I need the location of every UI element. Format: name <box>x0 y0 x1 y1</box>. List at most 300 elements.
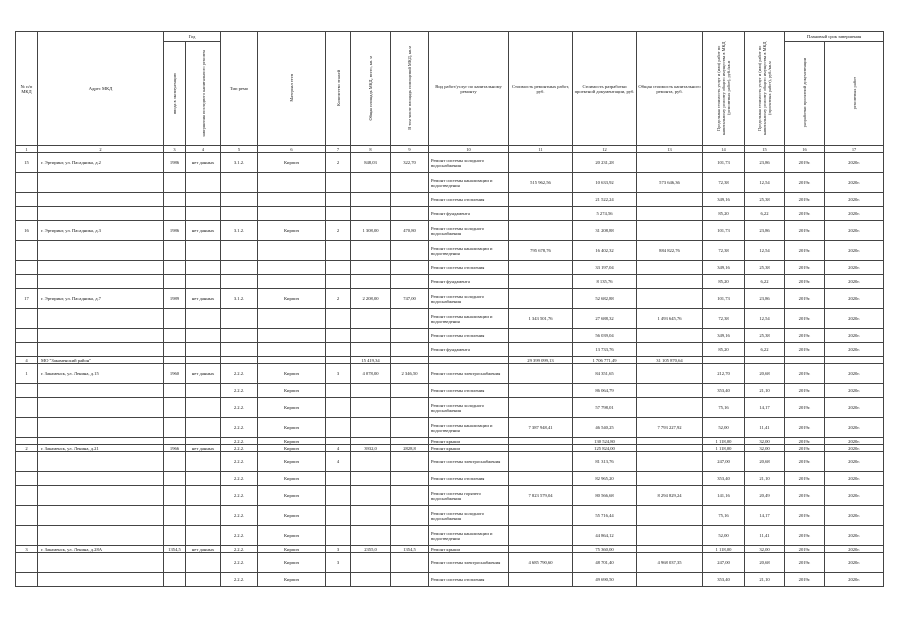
empty-cell <box>186 438 221 445</box>
empty-cell <box>391 207 429 221</box>
limit-project-cost: 25,38 <box>745 261 785 275</box>
floor-count <box>326 486 351 506</box>
empty-cell <box>637 573 703 587</box>
project-cost: 81 313,76 <box>573 452 637 472</box>
empty-cell <box>637 506 703 526</box>
empty-cell <box>186 486 221 506</box>
empty-cell <box>38 553 164 573</box>
empty-cell <box>164 241 186 261</box>
project-cost: 57 798,01 <box>573 398 637 418</box>
empty-cell <box>509 472 573 486</box>
empty-cell <box>16 384 38 398</box>
table-row <box>16 452 884 472</box>
deadline-repair: 2020г. <box>825 221 884 241</box>
floor-count <box>326 398 351 418</box>
limit-project-cost: 21,10 <box>745 384 785 398</box>
empty-cell <box>509 546 573 553</box>
limit-project-cost: 20,49 <box>745 486 785 506</box>
empty-cell <box>391 486 429 506</box>
empty-cell <box>221 309 258 329</box>
floor-count <box>326 526 351 546</box>
empty-cell <box>351 506 391 526</box>
limit-project-cost: 21,10 <box>745 573 785 587</box>
work-type: Ремонт системы канализации и водоотведения <box>429 241 509 261</box>
total-cost: 7 793 227,92 <box>637 418 703 438</box>
empty-cell <box>391 553 429 573</box>
empty-cell <box>164 472 186 486</box>
empty-cell <box>351 343 391 357</box>
empty-cell <box>38 384 164 398</box>
limit-repair-cost: 101,73 <box>703 221 745 241</box>
deadline-repair: 2020г. <box>825 486 884 506</box>
limit-project-cost: 6,22 <box>745 343 785 357</box>
empty-cell <box>326 241 351 261</box>
total-cost: 1 493 645,76 <box>637 309 703 329</box>
total-area: 3932,0 <box>351 445 391 452</box>
district-project-cost: 1 706 771,49 <box>573 357 637 364</box>
header-group-god: Год <box>164 32 221 42</box>
district-number: 4 <box>16 357 38 364</box>
floor-count <box>326 438 351 445</box>
work-type: Ремонт системы канализации и водоотведения <box>429 418 509 438</box>
empty-cell <box>391 343 429 357</box>
header-col5: Тип ремо <box>221 32 258 146</box>
wall-material: Кирпич <box>258 526 326 546</box>
building-address: г. Закаменск, ул. Ленина, д.21 <box>38 445 164 452</box>
empty-cell <box>16 343 38 357</box>
limit-repair-cost: 353,40 <box>703 384 745 398</box>
empty-cell <box>221 275 258 289</box>
header-row-top <box>16 32 884 42</box>
deadline-project: 2019г. <box>785 438 825 445</box>
work-type: Ремонт крыши <box>429 445 509 452</box>
header-col8: Общая площадь МКД, всего, кв. м <box>351 32 391 146</box>
limit-repair-cost: 1 118,00 <box>703 445 745 452</box>
project-cost: 5 274,56 <box>573 207 637 221</box>
empty-cell <box>38 438 164 445</box>
building-address: г. Эртиринг, ул. Пасадника, д.7 <box>38 289 164 309</box>
work-type: Ремонт крыши <box>429 438 509 445</box>
empty-cell <box>258 329 326 343</box>
empty-cell <box>221 261 258 275</box>
total-area: 2 208,00 <box>351 289 391 309</box>
empty-cell <box>509 526 573 546</box>
deadline-repair: 2020г. <box>825 241 884 261</box>
project-cost: 44 864,12 <box>573 526 637 546</box>
empty-cell <box>221 207 258 221</box>
work-type: Ремонт системы отопления <box>429 384 509 398</box>
repair-type: 2.2.2. <box>221 384 258 398</box>
last-repair-year: нет данных <box>186 153 221 173</box>
limit-repair-cost: 1 118,00 <box>703 438 745 445</box>
empty-cell <box>637 221 703 241</box>
empty-cell <box>351 309 391 329</box>
empty-cell <box>186 207 221 221</box>
empty-cell <box>351 526 391 546</box>
project-cost: 75 360,00 <box>573 546 637 553</box>
empty-cell <box>16 472 38 486</box>
empty-cell <box>186 452 221 472</box>
limit-repair-cost: 212,70 <box>703 364 745 384</box>
limit-repair-cost: 349,16 <box>703 329 745 343</box>
empty-cell <box>326 173 351 193</box>
empty-cell <box>637 153 703 173</box>
empty-cell <box>351 329 391 343</box>
empty-cell <box>391 573 429 587</box>
limit-repair-cost: 1 118,00 <box>703 546 745 553</box>
deadline-project: 2019г. <box>785 309 825 329</box>
empty-cell <box>164 553 186 573</box>
work-type: Ремонт системы отопления <box>429 472 509 486</box>
deadline-project: 2019г. <box>785 275 825 289</box>
wall-material: Кирпич <box>258 289 326 309</box>
repair-cost: 7 823 579,04 <box>509 486 573 506</box>
empty-cell <box>186 173 221 193</box>
empty-cell <box>509 445 573 452</box>
building-number: 15 <box>16 153 38 173</box>
column-number-cell: 8 <box>351 146 391 153</box>
empty-cell <box>351 173 391 193</box>
empty-cell <box>785 357 825 364</box>
limit-repair-cost: 52,00 <box>703 526 745 546</box>
empty-cell <box>16 193 38 207</box>
repair-type: 2.2.2. <box>221 486 258 506</box>
project-cost: 21 522,24 <box>573 193 637 207</box>
header-col4: завершения последнего капитального ремонта <box>186 42 221 146</box>
empty-cell <box>637 289 703 309</box>
column-number-cell: 2 <box>38 146 164 153</box>
limit-repair-cost: 85,20 <box>703 207 745 221</box>
rooms-area: 470,80 <box>391 221 429 241</box>
work-type: Ремонт системы канализации и водоотведения <box>429 173 509 193</box>
deadline-project: 2019г. <box>785 452 825 472</box>
year-built: 1986 <box>164 153 186 173</box>
empty-cell <box>164 329 186 343</box>
limit-repair-cost: 247,00 <box>703 452 745 472</box>
empty-cell <box>637 193 703 207</box>
empty-cell <box>38 573 164 587</box>
table-row <box>16 261 884 275</box>
deadline-repair: 2020г. <box>825 329 884 343</box>
empty-cell <box>38 526 164 546</box>
work-type: Ремонт системы отопления <box>429 329 509 343</box>
limit-project-cost: 23,86 <box>745 221 785 241</box>
empty-cell <box>509 275 573 289</box>
empty-cell <box>326 357 351 364</box>
total-cost: 8 294 829,24 <box>637 486 703 506</box>
repair-type: 3.1.2. <box>221 289 258 309</box>
empty-cell <box>391 384 429 398</box>
year-built: 1989 <box>164 289 186 309</box>
empty-cell <box>16 573 38 587</box>
work-type: Ремонт фундамента <box>429 275 509 289</box>
deadline-project: 2019г. <box>785 553 825 573</box>
work-type: Ремонт системы холодного водоснабжения <box>429 506 509 526</box>
table-row <box>16 343 884 357</box>
empty-cell <box>637 546 703 553</box>
empty-cell <box>16 398 38 418</box>
table-row <box>16 546 884 553</box>
empty-cell <box>221 343 258 357</box>
work-type: Ремонт системы холодного водоснабжения <box>429 221 509 241</box>
deadline-project: 2019г. <box>785 398 825 418</box>
empty-cell <box>38 506 164 526</box>
empty-cell <box>16 486 38 506</box>
limit-project-cost: 12,54 <box>745 309 785 329</box>
district-name: МО "Закаменский район" <box>38 357 164 364</box>
building-address: г. Эртиринг, ул. Пасадника, д.2 <box>38 153 164 173</box>
repair-type: 2.2.2. <box>221 418 258 438</box>
wall-material: Кирпич <box>258 221 326 241</box>
table-row <box>16 364 884 384</box>
year-built: 1966 <box>164 445 186 452</box>
empty-cell <box>351 193 391 207</box>
empty-cell <box>164 506 186 526</box>
rooms-area: 1354,5 <box>391 546 429 553</box>
table-row <box>16 445 884 452</box>
header-col9: В том числе площадь помещений МКД, кв.м <box>391 32 429 146</box>
deadline-project: 2019г. <box>785 573 825 587</box>
total-cost: 573 646,36 <box>637 173 703 193</box>
deadline-project: 2019г. <box>785 153 825 173</box>
deadline-project: 2019г. <box>785 418 825 438</box>
empty-cell <box>637 438 703 445</box>
limit-project-cost: 6,22 <box>745 275 785 289</box>
empty-cell <box>16 526 38 546</box>
deadline-repair: 2020г. <box>825 573 884 587</box>
repair-type: 2.2.2. <box>221 452 258 472</box>
table-row <box>16 173 884 193</box>
empty-cell <box>221 173 258 193</box>
floor-count <box>326 472 351 486</box>
deadline-repair: 2020г. <box>825 445 884 452</box>
empty-cell <box>186 506 221 526</box>
deadline-repair: 2020г. <box>825 343 884 357</box>
empty-cell <box>186 309 221 329</box>
empty-cell <box>391 418 429 438</box>
limit-repair-cost: 247,00 <box>703 553 745 573</box>
empty-cell <box>637 384 703 398</box>
empty-cell <box>258 343 326 357</box>
deadline-project: 2019г. <box>785 546 825 553</box>
wall-material: Кирпич <box>258 398 326 418</box>
project-cost: 125 824,00 <box>573 445 637 452</box>
wall-material: Кирпич <box>258 472 326 486</box>
deadline-repair: 2020г. <box>825 553 884 573</box>
last-repair-year: нет данных <box>186 445 221 452</box>
empty-cell <box>391 526 429 546</box>
empty-cell <box>258 241 326 261</box>
table-row <box>16 153 884 173</box>
deadline-repair: 2020г. <box>825 275 884 289</box>
empty-cell <box>16 329 38 343</box>
empty-cell <box>164 452 186 472</box>
wall-material: Кирпич <box>258 445 326 452</box>
deadline-repair: 2020г. <box>825 418 884 438</box>
empty-cell <box>509 153 573 173</box>
wall-material: Кирпич <box>258 438 326 445</box>
deadline-project: 2019г. <box>785 364 825 384</box>
repair-type: 2.2.2. <box>221 526 258 546</box>
empty-cell <box>16 418 38 438</box>
repair-register-table <box>15 31 884 587</box>
limit-repair-cost: 85,20 <box>703 275 745 289</box>
project-cost: 10 633,92 <box>573 173 637 193</box>
empty-cell <box>186 526 221 546</box>
empty-cell <box>164 275 186 289</box>
empty-cell <box>38 398 164 418</box>
last-repair-year: нет данных <box>186 364 221 384</box>
limit-project-cost: 23,86 <box>745 153 785 173</box>
empty-cell <box>637 472 703 486</box>
limit-repair-cost: 349,16 <box>703 261 745 275</box>
limit-repair-cost: 72,38 <box>703 173 745 193</box>
work-type: Ремонт системы канализации и водоотведения <box>429 526 509 546</box>
empty-cell <box>16 275 38 289</box>
total-area: 2355,0 <box>351 546 391 553</box>
deadline-project: 2019г. <box>785 221 825 241</box>
empty-cell <box>351 438 391 445</box>
project-cost: 33 197,04 <box>573 261 637 275</box>
empty-cell <box>391 275 429 289</box>
table-row <box>16 289 884 309</box>
floor-count: 3 <box>326 364 351 384</box>
wall-material: Кирпич <box>258 546 326 553</box>
empty-cell <box>391 193 429 207</box>
empty-cell <box>637 207 703 221</box>
empty-cell <box>16 207 38 221</box>
empty-cell <box>391 357 429 364</box>
deadline-repair: 2020г. <box>825 472 884 486</box>
deadline-project: 2019г. <box>785 343 825 357</box>
floor-count: 4 <box>326 445 351 452</box>
repair-cost: 7 387 948,41 <box>509 418 573 438</box>
work-type: Ремонт системы холодного водоснабжения <box>429 289 509 309</box>
empty-cell <box>509 289 573 309</box>
empty-cell <box>38 173 164 193</box>
empty-cell <box>509 343 573 357</box>
header-col3: ввода в эксплуатацию <box>164 42 186 146</box>
deadline-repair: 2020г. <box>825 207 884 221</box>
work-type: Ремонт системы отопления <box>429 261 509 275</box>
table-row <box>16 438 884 445</box>
header-col15: Предельная стоимость услуг и (или) работ по капитальному ремонту общего имущества в МКД (проектных работ), руб./кв.м <box>745 32 785 146</box>
column-number-cell: 13 <box>637 146 703 153</box>
empty-cell <box>186 275 221 289</box>
floor-count <box>326 384 351 398</box>
empty-cell <box>391 173 429 193</box>
work-type: Ремонт системы электроснабжения <box>429 364 509 384</box>
floor-count <box>326 573 351 587</box>
empty-cell <box>38 193 164 207</box>
rooms-area: 2828,8 <box>391 445 429 452</box>
last-repair-year: нет данных <box>186 221 221 241</box>
table-row <box>16 506 884 526</box>
empty-cell <box>351 241 391 261</box>
project-cost: 20 231,28 <box>573 153 637 173</box>
empty-cell <box>16 309 38 329</box>
limit-project-cost: 14,17 <box>745 506 785 526</box>
empty-cell <box>351 275 391 289</box>
empty-cell <box>326 275 351 289</box>
floor-count <box>326 418 351 438</box>
repair-type: 2.2.2. <box>221 364 258 384</box>
empty-cell <box>509 207 573 221</box>
limit-project-cost: 6,22 <box>745 207 785 221</box>
header-col1: № п/п МКД <box>16 32 38 146</box>
limit-project-cost: 21,10 <box>745 472 785 486</box>
column-number-cell: 16 <box>785 146 825 153</box>
empty-cell <box>258 193 326 207</box>
empty-cell <box>186 357 221 364</box>
rooms-area: 2 346,50 <box>391 364 429 384</box>
repair-type: 2.2.2. <box>221 506 258 526</box>
limit-project-cost: 32,00 <box>745 438 785 445</box>
empty-cell <box>637 261 703 275</box>
table-row <box>16 207 884 221</box>
year-built: 1986 <box>164 221 186 241</box>
last-repair-year: нет данных <box>186 289 221 309</box>
district-repair-cost: 29 399 099,13 <box>509 357 573 364</box>
limit-repair-cost: 353,40 <box>703 472 745 486</box>
header-col12: Стоимость разработки проектной документации, руб. <box>573 32 637 146</box>
limit-project-cost: 20,68 <box>745 452 785 472</box>
deadline-project: 2019г. <box>785 384 825 398</box>
project-cost: 16 402,32 <box>573 241 637 261</box>
table-row <box>16 486 884 506</box>
deadline-repair: 2020г. <box>825 364 884 384</box>
header-col6: Материал стен <box>258 32 326 146</box>
empty-cell <box>509 329 573 343</box>
repair-type: 2.2.2. <box>221 438 258 445</box>
limit-project-cost: 25,38 <box>745 193 785 207</box>
wall-material: Кирпич <box>258 153 326 173</box>
wall-material: Кирпич <box>258 364 326 384</box>
empty-cell <box>509 221 573 241</box>
work-type: Ремонт системы электроснабжения <box>429 553 509 573</box>
empty-cell <box>351 418 391 438</box>
empty-cell <box>186 241 221 261</box>
empty-cell <box>509 384 573 398</box>
table-row <box>16 241 884 261</box>
empty-cell <box>164 438 186 445</box>
empty-cell <box>186 553 221 573</box>
header-col14: Предельная стоимость услуг и (или) работ по капитальному ремонту общего имущества в МКД (ремонтных работ), руб./кв.м <box>703 32 745 146</box>
empty-cell <box>391 261 429 275</box>
empty-cell <box>637 398 703 418</box>
repair-type: 2.2.2. <box>221 398 258 418</box>
deadline-project: 2019г. <box>785 173 825 193</box>
empty-cell <box>186 573 221 587</box>
empty-cell <box>391 452 429 472</box>
building-number: 3 <box>16 546 38 553</box>
empty-cell <box>38 343 164 357</box>
floor-count: 2 <box>326 153 351 173</box>
wall-material: Кирпич <box>258 573 326 587</box>
empty-cell <box>38 472 164 486</box>
empty-cell <box>703 357 745 364</box>
work-type: Ремонт фундамента <box>429 343 509 357</box>
empty-cell <box>637 452 703 472</box>
empty-cell <box>221 193 258 207</box>
building-number: 17 <box>16 289 38 309</box>
limit-repair-cost: 72,38 <box>703 241 745 261</box>
repair-cost: 515 962,56 <box>509 173 573 193</box>
empty-cell <box>391 309 429 329</box>
column-number-cell: 9 <box>391 146 429 153</box>
deadline-repair: 2020г. <box>825 289 884 309</box>
empty-cell <box>509 438 573 445</box>
